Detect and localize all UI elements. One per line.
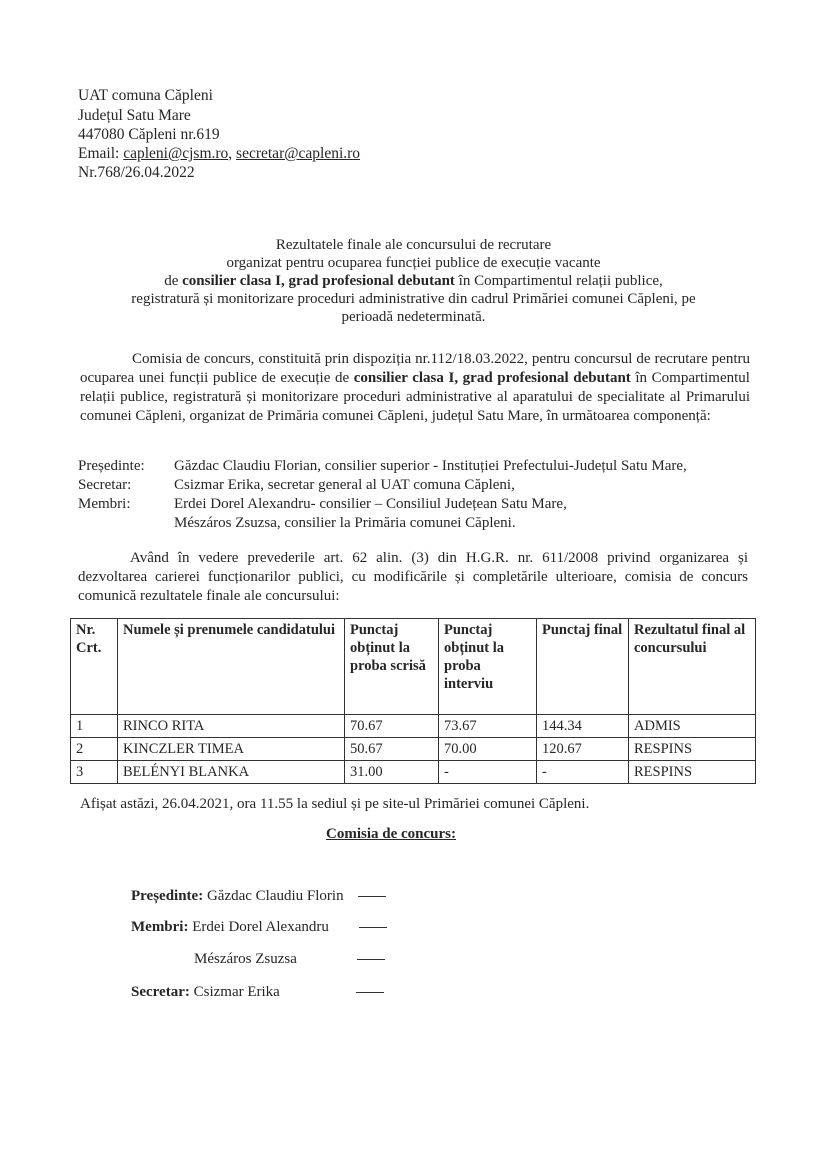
cell-result: RESPINS: [629, 761, 756, 784]
title-line-4: registratură și monitorizare proceduri administrative din cadrul Primăriei comunei Căpleni, pe: [131, 291, 696, 307]
address: 447080 Căpleni nr.619: [78, 126, 220, 143]
signature-members-label: Membri:: [131, 919, 189, 935]
cell-written: 50.67: [345, 738, 439, 761]
signature-line: [356, 992, 384, 993]
signature-president-name: Găzdac Claudiu Florin: [203, 888, 344, 904]
registration-number: Nr.768/26.04.2022: [78, 164, 195, 181]
signature-secretary-label: Secretar:: [131, 984, 190, 1000]
cell-name: KINCZLER TIMEA: [118, 738, 345, 761]
signature-line: [358, 896, 386, 897]
commission-text-2: în Compartimentul relații publice, registratură și monitorizare proceduri administrative al aparatului de specialitate al Primarului comunei Căpleni, organizat de Primăria comunei Căpleni, județul Satu Mare, în următoarea componență:: [80, 370, 750, 424]
cell-written: 31.00: [345, 761, 439, 784]
table-header-row: [71, 619, 756, 715]
county: Județul Satu Mare: [78, 107, 191, 124]
table-row: [71, 761, 756, 784]
table-row: [71, 715, 756, 738]
org-name: UAT comuna Căpleni: [78, 87, 213, 104]
member-1-name: Erdei Dorel Alexandru- consilier – Consiliul Județean Satu Mare,: [174, 496, 567, 512]
title-position: consilier clasa I, grad profesional debutant: [182, 273, 455, 289]
commission-text-1: Comisia de concurs, constituită prin dispoziția nr.112/18.03.2022, pentru concursul de recrutare pentru ocuparea unei funcții publice de execuție de: [80, 351, 750, 386]
cell-interview: 70.00: [439, 738, 537, 761]
commission-position: consilier clasa I, grad profesional debutant: [353, 370, 631, 386]
title-line-2: organizat pentru ocuparea funcției publice de execuție vacante: [226, 255, 601, 271]
email-link-1[interactable]: capleni@cjsm.ro: [123, 145, 229, 162]
cell-interview: -: [439, 761, 537, 784]
header-result: Rezultatul final al concursului: [629, 619, 756, 715]
signature-member-2: [194, 950, 385, 969]
results-table: [70, 618, 756, 784]
title-line-3: [0, 272, 827, 291]
table-row: [71, 738, 756, 761]
signatures-heading: Comisia de concurs:: [326, 826, 456, 842]
signature-line: [359, 927, 387, 928]
header-written: Punctaj obținut la proba scrisă: [345, 619, 439, 715]
cell-final: -: [537, 761, 629, 784]
president-name: Găzdac Claudiu Florian, consilier superior - Instituției Prefectului-Județul Satu Mare,: [174, 458, 687, 474]
members-role: Membri:: [78, 496, 131, 512]
cell-name: RINCO RITA: [118, 715, 345, 738]
cell-name: BELÉNYI BLANKA: [118, 761, 345, 784]
signature-president-label: Președinte:: [131, 888, 204, 904]
member-2-name: Mészáros Zsuzsa, consilier la Primăria comunei Căpleni.: [174, 515, 516, 531]
president-role: Președinte:: [78, 458, 145, 474]
cell-final: 120.67: [537, 738, 629, 761]
email-label: Email:: [78, 145, 124, 162]
commission-paragraph: [80, 350, 750, 426]
signature-member-1-name: Erdei Dorel Alexandru: [188, 919, 329, 935]
title-line-3-post: în Compartimentul relații publice,: [454, 273, 663, 289]
signature-secretary: [131, 983, 384, 1002]
signature-president: [131, 887, 386, 906]
header-final: Punctaj final: [537, 619, 629, 715]
signature-member-1: [131, 918, 387, 937]
header-interview: Punctaj obținut la proba interviu: [439, 619, 537, 715]
signature-secretary-name: Csizmar Erika: [189, 984, 280, 1000]
email-line: [78, 144, 360, 164]
signature-member-2-name: Mészáros Zsuzsa: [194, 951, 297, 967]
title-line-3-pre: de: [164, 273, 183, 289]
header-nr: Nr. Crt.: [71, 619, 118, 715]
cell-result: RESPINS: [629, 738, 756, 761]
cell-result: ADMIS: [629, 715, 756, 738]
cell-nr: 1: [71, 715, 118, 738]
cell-interview: 73.67: [439, 715, 537, 738]
cell-final: 144.34: [537, 715, 629, 738]
title-line-5: perioadă nedeterminată.: [341, 309, 486, 325]
signature-line: [357, 959, 385, 960]
secretary-name: Csizmar Erika, secretar general al UAT comuna Căpleni,: [174, 477, 515, 493]
cell-nr: 2: [71, 738, 118, 761]
header-name: Numele și prenumele candidatului: [118, 619, 345, 715]
email-separator: ,: [228, 145, 237, 162]
cell-nr: 3: [71, 761, 118, 784]
cell-written: 70.67: [345, 715, 439, 738]
posted-note: Afișat astăzi, 26.04.2021, ora 11.55 la sediul și pe site-ul Primăriei comunei Căpleni.: [80, 796, 590, 812]
email-link-2[interactable]: secretar@capleni.ro: [236, 145, 361, 162]
secretary-role: Secretar:: [78, 477, 132, 493]
title-line-1: Rezultatele finale ale concursului de recrutare: [275, 237, 552, 253]
legal-paragraph: Având în vedere prevederile art. 62 alin. (3) din H.G.R. nr. 611/2008 privind organizarea și dezvoltarea carierei funcționarilor publici, cu modificările și completările ulterioare, comisia de concurs comunică rezultatele finale ale concursului:: [78, 550, 748, 604]
